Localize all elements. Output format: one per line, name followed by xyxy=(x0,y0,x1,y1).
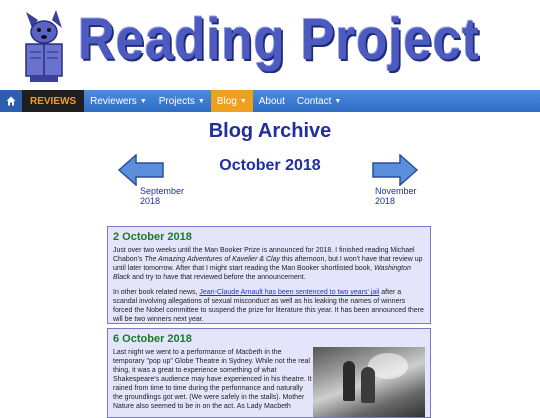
main-nav xyxy=(0,90,540,112)
theatre-photo xyxy=(313,347,425,417)
post-paragraph: Just over two weeks until the Man Booker Prize is announced for 2018. I finished reading Michael Chabon's The Amazing Adventures of Kavelier & Clay this afternoon, but I won't have that review up until later tomorrow. After that I might start reading the Man Booker shortlisted book, Washington Black and try to have that reviewed before the announcement. xyxy=(113,247,423,281)
site-header xyxy=(0,0,540,88)
prev-month-year: 2018 xyxy=(140,196,161,206)
nav-blog[interactable] xyxy=(211,90,253,112)
post-title: 6 October 2018 xyxy=(113,333,192,345)
blog-post xyxy=(107,226,431,324)
month-title: October 2018 xyxy=(219,157,321,174)
prev-month-link[interactable] xyxy=(140,186,184,206)
home-button[interactable] xyxy=(0,90,22,112)
post-paragraph: Last night we went to a performance of Macbeth in the temporary "pop up" Globe Theatre in Sydney. While not the real thing, it was a great to experience something of what Shakespeare's audience may have experienced in his theatre. It rained from time to time during the performance and naturally the groundlings got wet. (We were safely in the stalls). Mother Nature also seemed to be in on the act. As Lady Macbeth xyxy=(113,349,312,410)
next-month-year: 2018 xyxy=(375,196,396,206)
nav-projects[interactable] xyxy=(153,90,211,112)
nav-reviews[interactable] xyxy=(22,90,84,112)
chevron-down-icon: ▼ xyxy=(139,97,147,105)
prev-month-name: September xyxy=(140,186,185,196)
nav-projects-label: Projects xyxy=(158,95,195,107)
news-link[interactable]: Jean-Claude Arnault has been sentenced to two years' jail xyxy=(199,289,380,296)
nav-reviewers-label: Reviewers xyxy=(90,95,137,107)
post-title: 2 October 2018 xyxy=(113,231,192,243)
home-icon xyxy=(6,96,16,106)
post-paragraph: In other book related news, Jean-Claude Arnault has been sentenced to two years' jail after a scandal involving allegations of sexual misconduct as well as his leaking the names of winners forced the Nobel committee to suspend the prize for literature this year. It has been announced there will be two winners next year. xyxy=(113,289,424,323)
nav-blog-label: Blog xyxy=(216,95,237,107)
arrow-right-icon[interactable] xyxy=(372,154,418,186)
nav-about-label: About xyxy=(258,95,285,107)
nav-reviewers[interactable] xyxy=(84,90,153,112)
next-month-link[interactable] xyxy=(375,186,417,206)
next-month-name: November xyxy=(375,186,417,196)
page-title: Blog Archive xyxy=(208,120,332,142)
chevron-down-icon: ▼ xyxy=(239,97,247,105)
nav-about[interactable] xyxy=(253,90,291,112)
dog-reading-book-icon[interactable] xyxy=(12,6,74,84)
site-title[interactable]: Reading Project xyxy=(78,7,480,72)
chevron-down-icon: ▼ xyxy=(334,97,342,105)
nav-contact[interactable] xyxy=(291,90,347,112)
nav-reviews-label: REVIEWS xyxy=(30,95,77,107)
arrow-left-icon[interactable] xyxy=(118,154,164,186)
nav-contact-label: Contact xyxy=(296,95,332,107)
chevron-down-icon: ▼ xyxy=(197,97,205,105)
